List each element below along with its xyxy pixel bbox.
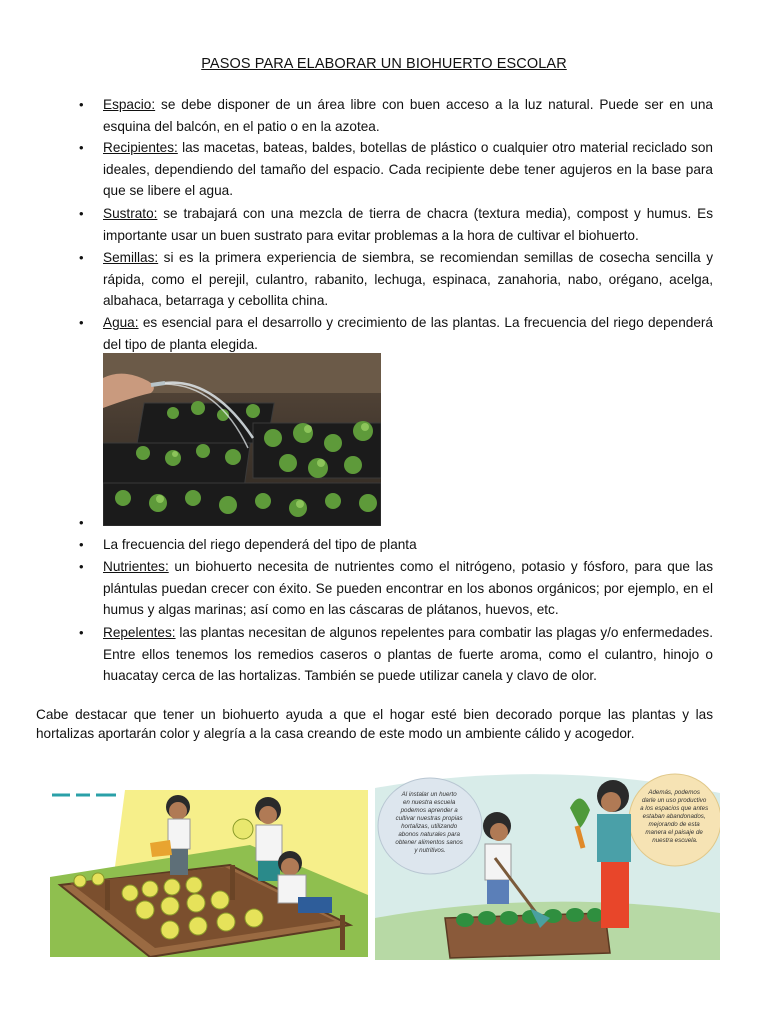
bullet-dot: • [79,625,84,640]
bubble-line: Además, podemos [648,789,700,796]
bubble-line: podemos aprender a [400,807,458,814]
bubble-line: en nuestra escuela [402,799,456,806]
bubble-line: a los espacios que antes [640,805,709,812]
bubble-line: nuestra escuela. [652,837,698,844]
bubble-left-text [395,791,464,854]
item-text: se trabajará con una mezcla de tierra de chacra (textura media), compost y humus. Es importante usar un buen sustrato para evitar problemas a la hora de cultivar el biohuerto. [103,206,713,243]
bubble-line: hortalizas, utilizando [401,823,458,830]
item-text: se debe disponer de un área libre con buen acceso a la luz natural. Puede ser en una esquina del balcón, en el patio o en la azotea. [103,97,713,134]
bullet-dot: • [79,250,84,265]
list-item-semillas [79,247,713,312]
closing-paragraph: Cabe destacar que tener un biohuerto ayuda a que el hogar esté bien decorado porque las plantas y las hortalizas aportarán color y alegría a la casa creando de este modo un ambiente cálido y acogedor. [36,707,713,741]
item-text: un biohuerto necesita de nutrientes como el nitrógeno, potasio y fósforo, para que las plántulas puedan crecer con éxito. Se pueden encontrar en los abonos orgánicos; por ejemplo, en el humus y algas marinas; así como en las cáscaras de plátanos, huevos, etc. [103,559,713,618]
item-term: Semillas: [103,250,159,265]
bubble-right-text [640,789,710,844]
bubble-line: Al instalar un huerto [401,791,457,798]
item-text: las macetas, bateas, baldes, botellas de plástico o cualquier otro material reciclado son ideales, dependiendo del tamaño del espacio. Cada recipiente debe tener agujeros en la base para que se libere el agua. [103,140,713,199]
bubble-line: cultivar nuestras propias [395,815,463,822]
bullet-dot: • [79,559,84,574]
bullet-dot: • [79,206,84,221]
list-item-sustrato [79,203,713,246]
list-item-espacio [79,94,713,137]
bubble-line: abonos naturales para [398,831,460,838]
item-term: Recipientes: [103,140,178,155]
item-text: La frecuencia del riego dependerá del tipo de planta [103,537,417,552]
bubble-line: estaban abandonados, [642,813,706,820]
list-item-frecuencia [79,534,713,556]
bubble-line: darle un uso productivo [641,797,707,804]
list-item-agua [79,312,713,355]
watering-seedlings-photo [103,353,381,526]
item-text: las plantas necesitan de algunos repelentes para combatir las plagas y/o enfermedades. Entre ellos tenemos los remedios caseros o plantas de fuerte aroma, como el culantro, hinojo o huacatay cerca de las hortalizas. También se puede utilizar canela y clavo de olor. [103,625,713,684]
bullet-dot: • [79,97,84,112]
item-term: Agua: [103,315,139,330]
item-text: es esencial para el desarrollo y crecimiento de las plantas. La frecuencia del riego dependerá del tipo de planta elegida. [103,315,713,352]
list-item-repelentes [79,622,713,687]
item-term: Nutrientes: [103,559,169,574]
bubble-line: obtener alimentos sanos [395,839,463,846]
bullet-dot: • [79,140,84,155]
garden-speech-illustration [375,768,720,960]
item-term: Sustrato: [103,206,158,221]
item-term: Espacio: [103,97,156,112]
item-text: si es la primera experiencia de siembra, se recomiendan semillas de cosecha sencilla y rápida, como el perejil, culantro, rabanito, lechuga, espinaca, zanahoria, nabo, orégano, acelga, albahaca, betarraga y cebollita china. [103,250,713,309]
teal-mark [50,785,120,791]
list-item-nutrientes [79,556,713,621]
children-garden-illustration [50,785,368,957]
bubble-line: manera el paisaje de [645,829,703,836]
page-title: PASOS PARA ELABORAR UN BIOHUERTO ESCOLAR [201,56,567,72]
bubble-line: mejorando de esta [648,821,700,828]
bullet-dot: • [79,515,84,530]
item-term: Repelentes: [103,625,176,640]
bubble-line: y nutritivos. [414,847,446,854]
bullet-dot: • [79,537,84,552]
bullet-dot: • [79,315,84,330]
list-item-recipientes [79,137,713,202]
